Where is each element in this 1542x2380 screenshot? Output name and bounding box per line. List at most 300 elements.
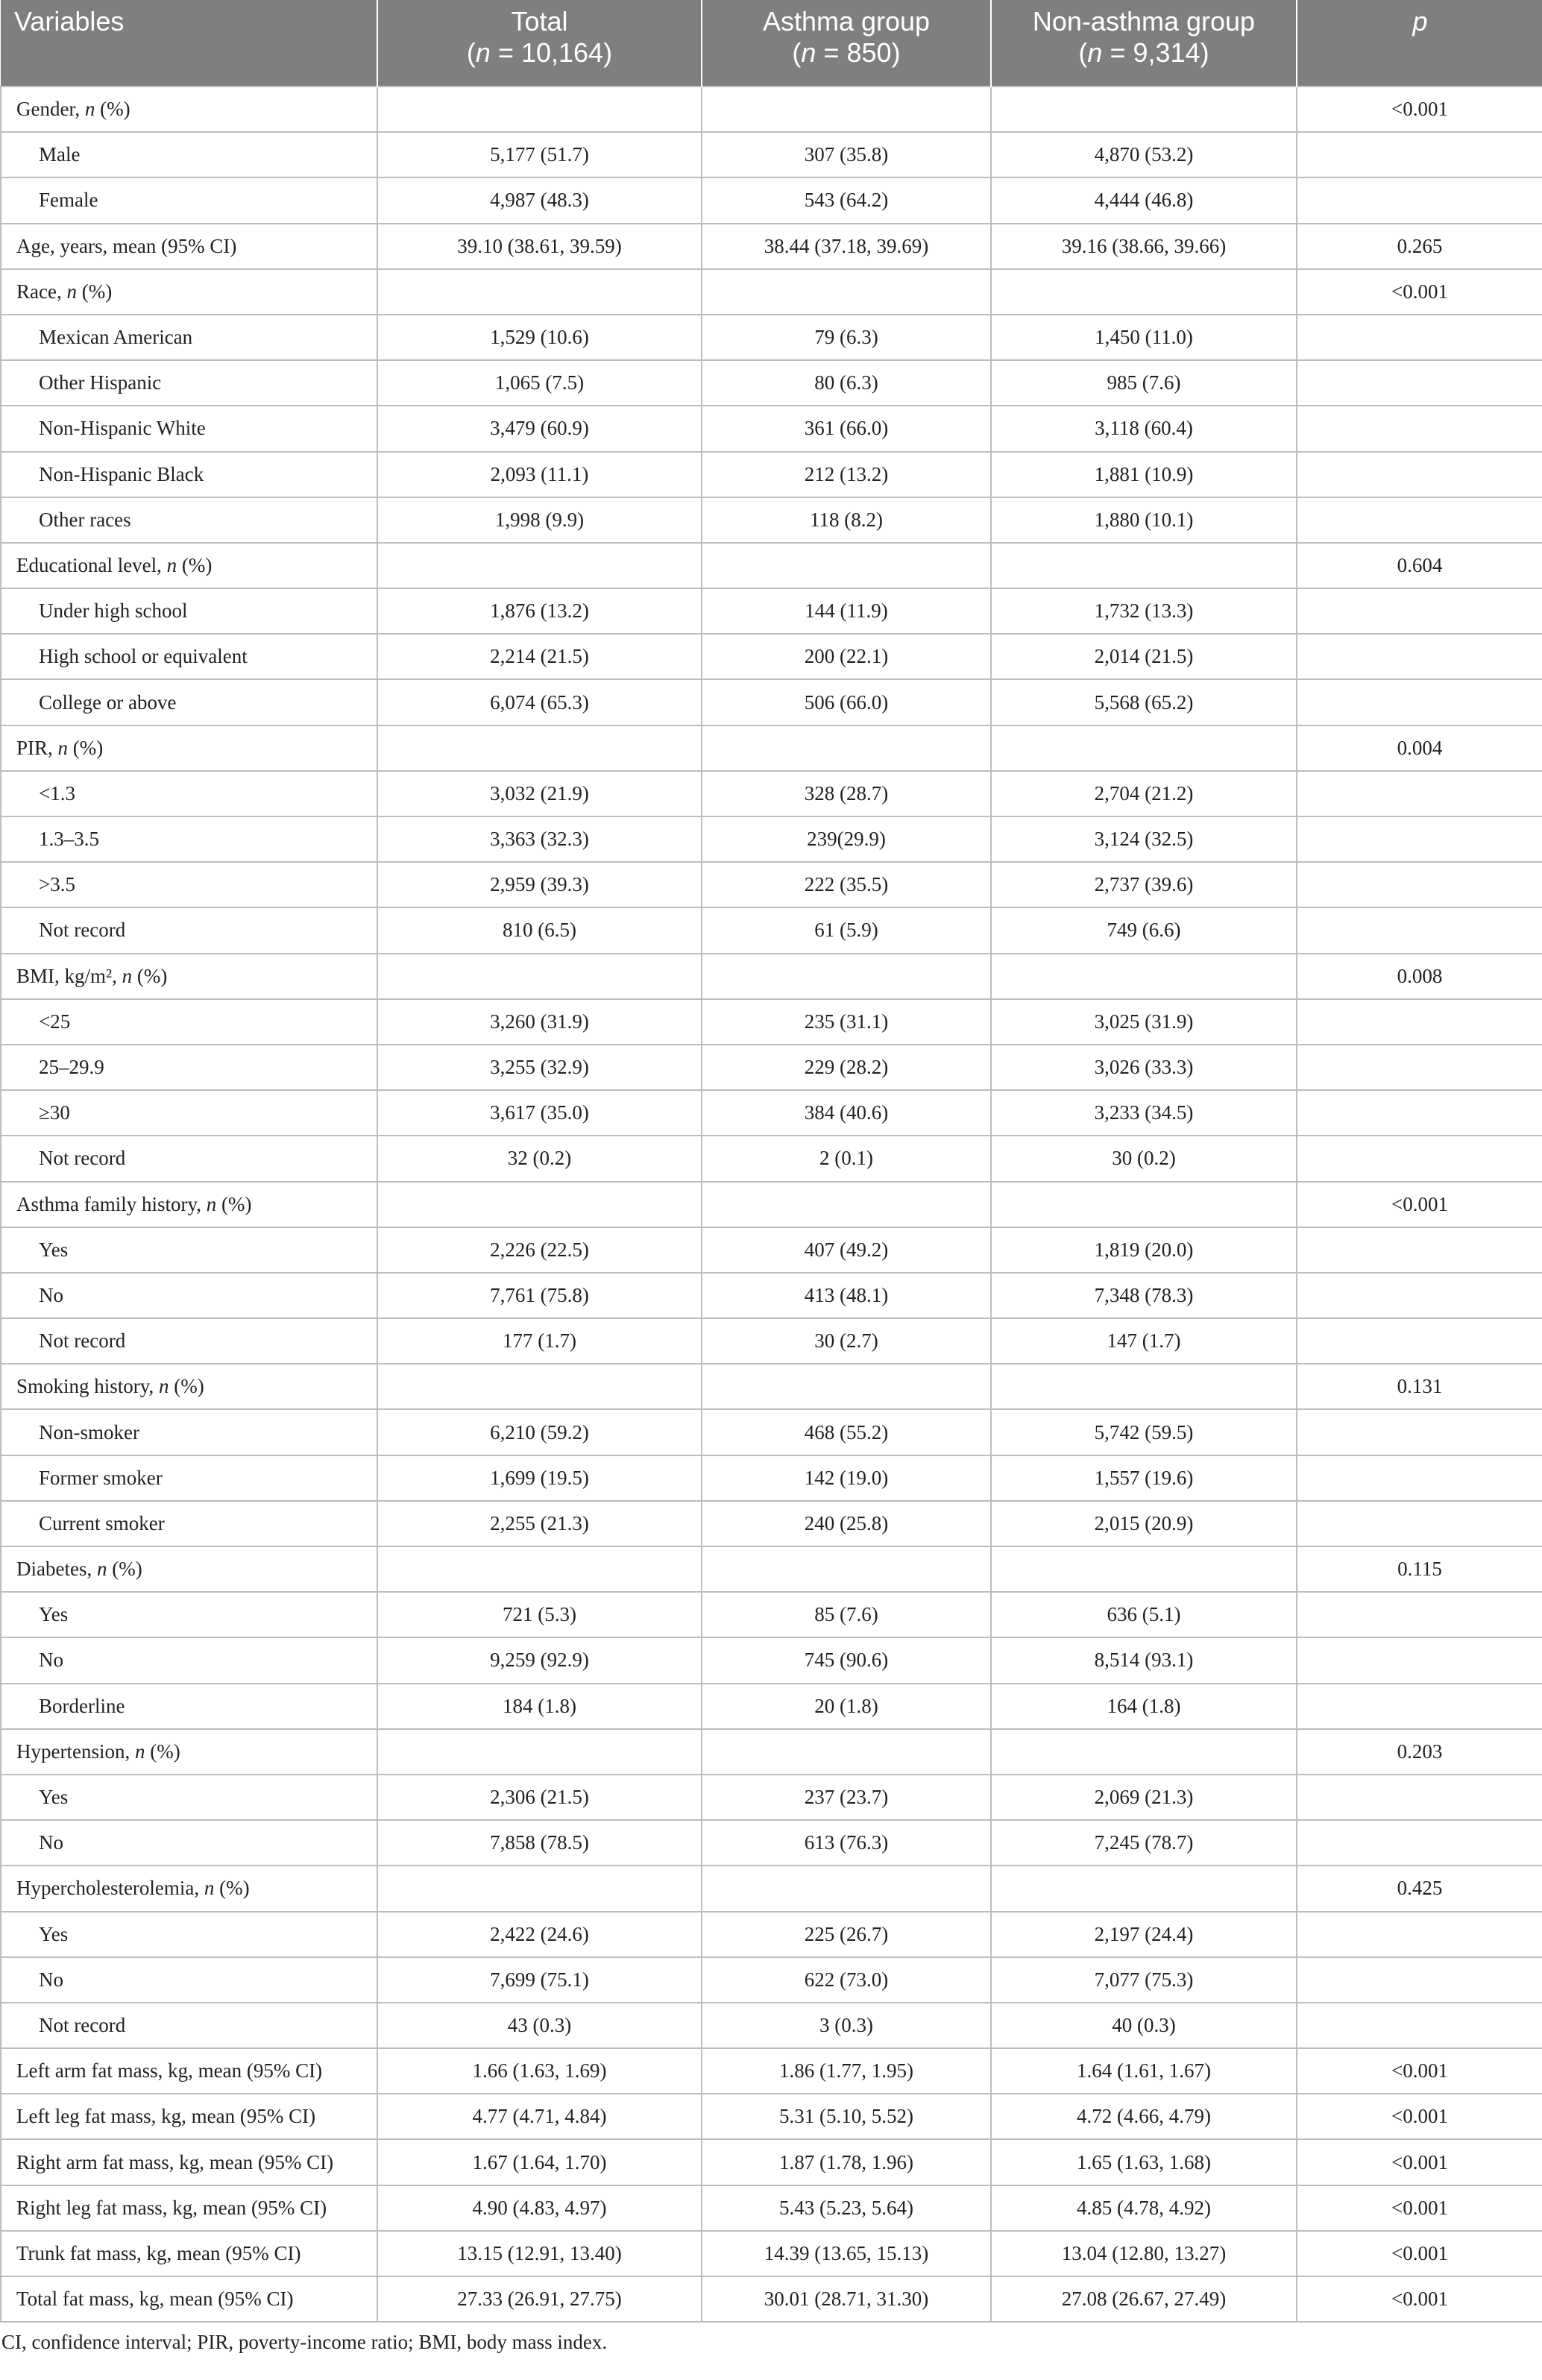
cell-p-value: <0.001 [1297,2185,1542,2231]
cell-p-value: 0.131 [1297,1364,1542,1409]
cell-p-value: 0.203 [1297,1729,1542,1775]
cell-p-value [1297,1273,1542,1318]
cell-total: 1,529 (10.6) [377,315,702,360]
table-row [1,634,1542,679]
cell-non-asthma [991,1546,1297,1592]
cell-non-asthma: 7,245 (78.7) [991,1820,1297,1866]
cell-total [377,1866,702,1911]
cell-p-value [1297,1409,1542,1455]
cell-total: 3,255 (32.9) [377,1045,702,1090]
table-row [1,2003,1542,2048]
cell-asthma: 38.44 (37.18, 39.69) [702,224,991,269]
cell-p-value [1297,1501,1542,1546]
cell-asthma: 118 (8.2) [702,497,991,543]
cell-asthma: 222 (35.5) [702,862,991,907]
row-label: Not record [1,907,377,953]
cell-non-asthma: 4,444 (46.8) [991,177,1297,223]
cell-p-value: <0.001 [1297,2094,1542,2139]
cell-p-value [1297,1318,1542,1364]
cell-total: 9,259 (92.9) [377,1637,702,1683]
cell-non-asthma: 5,568 (65.2) [991,679,1297,725]
cell-asthma: 229 (28.2) [702,1045,991,1090]
row-label: Left leg fat mass, kg, mean (95% CI) [1,2094,377,2139]
row-label: Smoking history, n (%) [1,1364,377,1409]
table-row [1,954,1542,999]
cell-p-value [1297,1912,1542,1957]
cell-asthma: 307 (35.8) [702,132,991,177]
table-body [1,86,1542,2322]
row-label: Hypercholesterolemia, n (%) [1,1866,377,1911]
row-label: Yes [1,1912,377,1957]
cell-non-asthma: 164 (1.8) [991,1684,1297,1729]
cell-asthma: 2 (0.1) [702,1136,991,1181]
table-row [1,771,1542,816]
cell-asthma: 30.01 (28.71, 31.30) [702,2276,991,2322]
cell-non-asthma: 985 (7.6) [991,360,1297,406]
table-row [1,725,1542,771]
cell-asthma: 506 (66.0) [702,679,991,725]
cell-total: 2,959 (39.3) [377,862,702,907]
cell-asthma: 1.86 (1.77, 1.95) [702,2048,991,2094]
row-label: Yes [1,1775,377,1820]
cell-total: 1,065 (7.5) [377,360,702,406]
table-row [1,360,1542,406]
cell-non-asthma [991,1729,1297,1775]
table-row [1,1136,1542,1181]
table-row [1,497,1542,543]
cell-non-asthma: 749 (6.6) [991,907,1297,953]
cell-total: 2,422 (24.6) [377,1912,702,1957]
cell-asthma: 20 (1.8) [702,1684,991,1729]
row-label: Right leg fat mass, kg, mean (95% CI) [1,2185,377,2231]
cell-non-asthma [991,1866,1297,1911]
row-label: >3.5 [1,862,377,907]
table-row [1,224,1542,269]
row-label: Mexican American [1,315,377,360]
cell-asthma: 14.39 (13.65, 15.13) [702,2231,991,2276]
row-label: College or above [1,679,377,725]
cell-asthma: 407 (49.2) [702,1227,991,1273]
cell-total: 721 (5.3) [377,1592,702,1637]
row-label: Yes [1,1592,377,1637]
table-row [1,862,1542,907]
cell-p-value [1297,177,1542,223]
cell-total: 810 (6.5) [377,907,702,953]
table-row [1,1227,1542,1273]
table-row [1,1409,1542,1455]
cell-asthma: 384 (40.6) [702,1090,991,1136]
cell-non-asthma: 7,077 (75.3) [991,1957,1297,2003]
cell-non-asthma: 3,124 (32.5) [991,816,1297,862]
table-row [1,2094,1542,2139]
cell-p-value [1297,771,1542,816]
cell-asthma [702,1364,991,1409]
cell-total [377,543,702,588]
cell-p-value [1297,452,1542,497]
cell-total: 27.33 (26.91, 27.75) [377,2276,702,2322]
table-row [1,588,1542,634]
row-label: Not record [1,1318,377,1364]
table-row [1,1364,1542,1409]
cell-asthma: 79 (6.3) [702,315,991,360]
cell-asthma: 144 (11.9) [702,588,991,634]
cell-asthma: 225 (26.7) [702,1912,991,1957]
cell-asthma: 1.87 (1.78, 1.96) [702,2139,991,2185]
cell-non-asthma: 1.65 (1.63, 1.68) [991,2139,1297,2185]
cell-non-asthma: 7,348 (78.3) [991,1273,1297,1318]
table-row [1,2139,1542,2185]
cell-p-value [1297,315,1542,360]
row-label: Current smoker [1,1501,377,1546]
cell-p-value [1297,497,1542,543]
table-footnote: CI, confidence interval; PIR, poverty-income ratio; BMI, body mass index. [1,2331,608,2353]
cell-p-value [1297,1775,1542,1820]
cell-total: 1,699 (19.5) [377,1455,702,1501]
cell-total: 5,177 (51.7) [377,132,702,177]
table-row [1,2231,1542,2276]
cell-total: 7,858 (78.5) [377,1820,702,1866]
header-non-asthma-group: Non-asthma group (n = 9,314) [991,0,1297,86]
row-label: Hypertension, n (%) [1,1729,377,1775]
cell-p-value [1297,907,1542,953]
row-label: Other races [1,497,377,543]
table-row [1,1090,1542,1136]
cell-asthma: 239(29.9) [702,816,991,862]
cell-total: 2,226 (22.5) [377,1227,702,1273]
cell-non-asthma: 39.16 (38.66, 39.66) [991,224,1297,269]
cell-non-asthma: 2,014 (21.5) [991,634,1297,679]
cell-asthma [702,86,991,132]
cell-asthma: 745 (90.6) [702,1637,991,1683]
row-label: 25–29.9 [1,1045,377,1090]
table-row [1,1592,1542,1637]
cell-total: 4.77 (4.71, 4.84) [377,2094,702,2139]
cell-p-value [1297,1136,1542,1181]
cell-asthma [702,954,991,999]
cell-total: 6,074 (65.3) [377,679,702,725]
cell-total: 4,987 (48.3) [377,177,702,223]
table-header [1,0,1542,86]
cell-non-asthma: 1,732 (13.3) [991,588,1297,634]
cell-total [377,1729,702,1775]
row-label: Former smoker [1,1455,377,1501]
cell-total: 2,255 (21.3) [377,1501,702,1546]
cell-non-asthma: 5,742 (59.5) [991,1409,1297,1455]
table-row [1,132,1542,177]
cell-non-asthma: 1,881 (10.9) [991,452,1297,497]
cell-p-value [1297,406,1542,451]
row-label: Borderline [1,1684,377,1729]
cell-total: 1.66 (1.63, 1.69) [377,2048,702,2094]
cell-total [377,269,702,315]
cell-non-asthma: 4,870 (53.2) [991,132,1297,177]
cell-non-asthma: 1,880 (10.1) [991,497,1297,543]
cell-p-value [1297,1227,1542,1273]
row-label: ≥30 [1,1090,377,1136]
cell-p-value [1297,1455,1542,1501]
cell-p-value: 0.004 [1297,725,1542,771]
cell-p-value: <0.001 [1297,2048,1542,2094]
table-row [1,907,1542,953]
row-label: Other Hispanic [1,360,377,406]
cell-non-asthma: 1.64 (1.61, 1.67) [991,2048,1297,2094]
cell-non-asthma: 3,025 (31.9) [991,999,1297,1045]
cell-p-value [1297,1684,1542,1729]
cell-p-value [1297,999,1542,1045]
cell-non-asthma [991,86,1297,132]
cell-p-value: <0.001 [1297,1182,1542,1227]
cell-non-asthma [991,543,1297,588]
cell-asthma: 361 (66.0) [702,406,991,451]
row-label: Educational level, n (%) [1,543,377,588]
cell-asthma: 85 (7.6) [702,1592,991,1637]
table-row [1,1637,1542,1683]
cell-asthma: 328 (28.7) [702,771,991,816]
cell-total: 177 (1.7) [377,1318,702,1364]
cell-non-asthma [991,954,1297,999]
cell-p-value: <0.001 [1297,269,1542,315]
cell-asthma: 80 (6.3) [702,360,991,406]
cell-total [377,954,702,999]
table-row [1,1912,1542,1957]
cell-p-value [1297,1820,1542,1866]
header-row [1,0,1542,86]
cell-asthma: 240 (25.8) [702,1501,991,1546]
cell-total: 3,363 (32.3) [377,816,702,862]
cell-p-value [1297,360,1542,406]
cell-non-asthma: 30 (0.2) [991,1136,1297,1181]
cell-asthma: 5.31 (5.10, 5.52) [702,2094,991,2139]
cell-non-asthma: 636 (5.1) [991,1592,1297,1637]
cell-p-value [1297,1592,1542,1637]
table-row [1,1318,1542,1364]
cell-total: 1,876 (13.2) [377,588,702,634]
cell-non-asthma [991,1182,1297,1227]
cell-p-value: <0.001 [1297,86,1542,132]
cell-p-value: 0.425 [1297,1866,1542,1911]
header-asthma-group: Asthma group (n = 850) [702,0,991,86]
table-row [1,1045,1542,1090]
table-row [1,452,1542,497]
cell-p-value [1297,132,1542,177]
cell-asthma: 3 (0.3) [702,2003,991,2048]
row-label: 1.3–3.5 [1,816,377,862]
cell-non-asthma: 2,704 (21.2) [991,771,1297,816]
cell-non-asthma: 1,450 (11.0) [991,315,1297,360]
cell-total: 3,032 (21.9) [377,771,702,816]
cell-p-value [1297,2003,1542,2048]
cell-asthma: 237 (23.7) [702,1775,991,1820]
row-label: High school or equivalent [1,634,377,679]
cell-asthma: 61 (5.9) [702,907,991,953]
table-row [1,1546,1542,1592]
cell-non-asthma: 2,197 (24.4) [991,1912,1297,1957]
cell-non-asthma: 2,015 (20.9) [991,1501,1297,1546]
cell-non-asthma: 1,557 (19.6) [991,1455,1297,1501]
cell-asthma [702,725,991,771]
table-row [1,999,1542,1045]
row-label: Left arm fat mass, kg, mean (95% CI) [1,2048,377,2094]
header-p-value: p [1297,0,1542,86]
cell-p-value: <0.001 [1297,2139,1542,2185]
table-row [1,1957,1542,2003]
table-row [1,1820,1542,1866]
cell-p-value [1297,588,1542,634]
cell-total: 2,306 (21.5) [377,1775,702,1820]
row-label: No [1,1637,377,1683]
cell-total: 1,998 (9.9) [377,497,702,543]
cell-total: 13.15 (12.91, 13.40) [377,2231,702,2276]
cell-asthma [702,269,991,315]
table-row [1,315,1542,360]
row-label: Not record [1,2003,377,2048]
table-row [1,177,1542,223]
cell-non-asthma [991,1364,1297,1409]
table-row [1,1182,1542,1227]
cell-p-value [1297,1045,1542,1090]
row-label: Female [1,177,377,223]
cell-p-value [1297,862,1542,907]
header-total: Total (n = 10,164) [377,0,702,86]
cell-asthma: 413 (48.1) [702,1273,991,1318]
cell-non-asthma: 40 (0.3) [991,2003,1297,2048]
cell-non-asthma [991,725,1297,771]
table-row [1,2048,1542,2094]
row-label: BMI, kg/m², n (%) [1,954,377,999]
row-label: Race, n (%) [1,269,377,315]
table-row [1,1729,1542,1775]
table-row [1,2185,1542,2231]
table-row [1,2276,1542,2322]
cell-total: 39.10 (38.61, 39.59) [377,224,702,269]
row-label: Diabetes, n (%) [1,1546,377,1592]
row-label: No [1,1957,377,2003]
cell-non-asthma: 8,514 (93.1) [991,1637,1297,1683]
cell-p-value: <0.001 [1297,2276,1542,2322]
row-label: Right arm fat mass, kg, mean (95% CI) [1,2139,377,2185]
cell-asthma: 613 (76.3) [702,1820,991,1866]
cell-total [377,1364,702,1409]
cell-asthma [702,1546,991,1592]
cell-total: 1.67 (1.64, 1.70) [377,2139,702,2185]
cell-asthma: 235 (31.1) [702,999,991,1045]
row-label: Total fat mass, kg, mean (95% CI) [1,2276,377,2322]
cell-asthma [702,1182,991,1227]
cell-total: 2,093 (11.1) [377,452,702,497]
row-label: <25 [1,999,377,1045]
cell-asthma: 5.43 (5.23, 5.64) [702,2185,991,2231]
cell-total: 2,214 (21.5) [377,634,702,679]
cell-non-asthma: 1,819 (20.0) [991,1227,1297,1273]
cell-p-value [1297,679,1542,725]
cell-total: 184 (1.8) [377,1684,702,1729]
cell-p-value: 0.115 [1297,1546,1542,1592]
cell-non-asthma: 4.85 (4.78, 4.92) [991,2185,1297,2231]
cell-total: 43 (0.3) [377,2003,702,2048]
row-label: Yes [1,1227,377,1273]
cell-asthma [702,1729,991,1775]
row-label: Non-Hispanic Black [1,452,377,497]
table-row [1,679,1542,725]
row-label: PIR, n (%) [1,725,377,771]
cell-p-value: 0.604 [1297,543,1542,588]
cell-asthma: 30 (2.7) [702,1318,991,1364]
cell-asthma: 468 (55.2) [702,1409,991,1455]
cell-p-value [1297,816,1542,862]
row-label: Age, years, mean (95% CI) [1,224,377,269]
cell-p-value: 0.008 [1297,954,1542,999]
cell-p-value [1297,1090,1542,1136]
table-row [1,406,1542,451]
table-row [1,1866,1542,1911]
cell-asthma: 622 (73.0) [702,1957,991,2003]
cell-total: 7,761 (75.8) [377,1273,702,1318]
cell-total [377,86,702,132]
table-row [1,816,1542,862]
cell-non-asthma: 2,737 (39.6) [991,862,1297,907]
cell-non-asthma: 3,233 (34.5) [991,1090,1297,1136]
cell-non-asthma: 3,026 (33.3) [991,1045,1297,1090]
row-label: Non-Hispanic White [1,406,377,451]
cell-asthma [702,1866,991,1911]
table-row [1,1455,1542,1501]
cell-p-value: <0.001 [1297,2231,1542,2276]
row-label: Trunk fat mass, kg, mean (95% CI) [1,2231,377,2276]
cell-asthma: 543 (64.2) [702,177,991,223]
cell-total: 3,260 (31.9) [377,999,702,1045]
row-label: <1.3 [1,771,377,816]
cell-total [377,1182,702,1227]
cell-non-asthma: 13.04 (12.80, 13.27) [991,2231,1297,2276]
row-label: Male [1,132,377,177]
cell-asthma: 200 (22.1) [702,634,991,679]
cell-total: 6,210 (59.2) [377,1409,702,1455]
row-label: Not record [1,1136,377,1181]
cell-asthma [702,543,991,588]
cell-p-value: 0.265 [1297,224,1542,269]
cell-total: 3,617 (35.0) [377,1090,702,1136]
cell-asthma: 212 (13.2) [702,452,991,497]
table-row [1,1501,1542,1546]
cell-p-value [1297,1637,1542,1683]
cell-p-value [1297,1957,1542,2003]
cell-non-asthma: 4.72 (4.66, 4.79) [991,2094,1297,2139]
table-row [1,1684,1542,1729]
cell-total [377,1546,702,1592]
cell-total: 3,479 (60.9) [377,406,702,451]
table-row [1,269,1542,315]
cell-total: 7,699 (75.1) [377,1957,702,2003]
header-variables: Variables [1,0,377,86]
cell-total: 32 (0.2) [377,1136,702,1181]
cell-non-asthma: 27.08 (26.67, 27.49) [991,2276,1297,2322]
cell-p-value [1297,634,1542,679]
table-row [1,1775,1542,1820]
cell-non-asthma [991,269,1297,315]
row-label: Under high school [1,588,377,634]
cell-non-asthma: 2,069 (21.3) [991,1775,1297,1820]
row-label: Asthma family history, n (%) [1,1182,377,1227]
row-label: No [1,1273,377,1318]
table-row [1,1273,1542,1318]
row-label: Non-smoker [1,1409,377,1455]
cell-total: 4.90 (4.83, 4.97) [377,2185,702,2231]
cell-non-asthma: 3,118 (60.4) [991,406,1297,451]
cell-asthma: 142 (19.0) [702,1455,991,1501]
row-label: No [1,1820,377,1866]
table-row [1,86,1542,132]
row-label: Gender, n (%) [1,86,377,132]
